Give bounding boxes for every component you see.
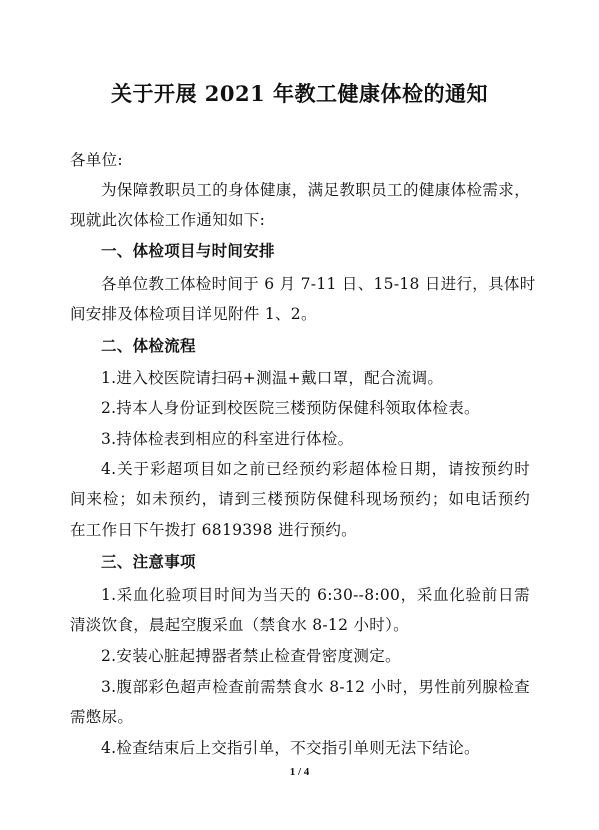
section-2-item-4-line-2: 间来检；如未预约，请到三楼预防保健科现场预约；如电话预约: [70, 490, 530, 508]
section-3-item-3-line-1: 3.腹部彩色超声检查前需禁食水 8-12 小时，男性前列腺检查: [101, 678, 530, 696]
section-1-heading: 一、体检项目与时间安排: [101, 242, 275, 260]
section-2-item-3: 3.持体检表到相应的科室进行体检。: [101, 430, 354, 448]
section-2-item-4-line-1: 4.关于彩超项目如之前已经预约彩超体检日期，请按预约时: [101, 460, 530, 478]
section-1-line-2: 间安排及体检项目详见附件 1、2。: [70, 305, 317, 323]
section-2-item-1: 1.进入校医院请扫码+测温+戴口罩，配合流调。: [101, 369, 444, 387]
intro-line-2: 现就此次体检工作通知如下:: [70, 211, 266, 229]
section-3-item-1-line-2: 清淡饮食，晨起空腹采血（禁食水 8-12 小时）。: [70, 616, 409, 634]
section-3-item-2: 2.安装心脏起搏器者禁止检查骨密度测定。: [101, 647, 401, 665]
section-3-item-1-line-1: 1.采血化验项目时间为当天的 6:30--8:00，采血化验前日需: [101, 586, 530, 604]
section-3-item-4: 4.检查结束后上交指引单，不交指引单则无法下结论。: [101, 739, 480, 757]
intro-line-1: 为保障教职员工的身体健康，满足教职员工的健康体检需求，: [101, 181, 530, 199]
section-1-line-1: 各单位教工体检时间于 6 月 7-11 日、15-18 日进行，具体时: [101, 275, 536, 293]
section-3-item-3-line-2: 需憋尿。: [70, 708, 134, 726]
page-title: 关于开展 2021 年教工健康体检的通知: [110, 81, 489, 106]
section-2-heading: 二、体检流程: [101, 337, 196, 355]
page-number: 1 / 4: [289, 766, 310, 778]
salutation: 各单位:: [70, 151, 123, 169]
section-2-item-2: 2.持本人身份证到校医院三楼预防保健科领取体检表。: [101, 399, 480, 417]
section-3-heading: 三、注意事项: [101, 553, 196, 571]
section-2-item-4-line-3: 在工作日下午拨打 6819398 进行预约。: [70, 521, 357, 539]
